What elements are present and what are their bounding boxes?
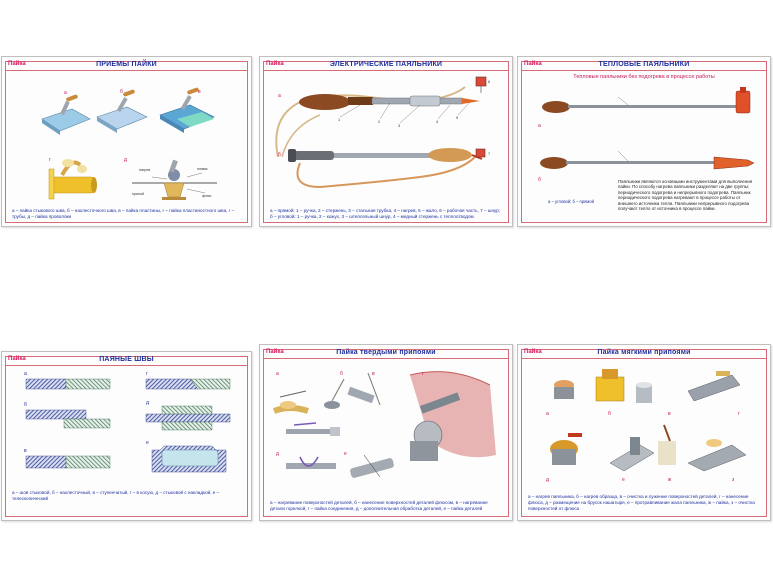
marker-c: в [668, 411, 671, 417]
card-tag: Пайка [524, 61, 542, 67]
marker-e: д [124, 157, 127, 163]
thermal-iron-b-figure [540, 157, 754, 169]
technique-a-figure [42, 94, 90, 135]
card-title: ЭЛЕКТРИЧЕСКИЕ ПАЯЛЬНИКИ [329, 61, 443, 68]
marker-c: в [198, 89, 201, 95]
number-2: 2 [378, 120, 381, 124]
marker-b: б [24, 402, 27, 408]
marker-b: б [278, 152, 281, 158]
side-caption: а – угловой; б – прямой [548, 199, 594, 204]
hard-solder-torch-figure [410, 372, 496, 461]
card-subtitle: Тепловые паяльники без подогрева в процессе работы [573, 74, 715, 80]
callout-heating: нагрев [139, 168, 151, 172]
hard-solder-b-figure [324, 379, 344, 409]
seam-f-figure [152, 446, 226, 472]
card-soft-solder [517, 344, 771, 521]
card-thermal-irons [517, 56, 771, 227]
callout-flame: пламя [197, 167, 208, 171]
card-title: ПАЯНЫЕ ШВЫ [99, 356, 154, 363]
card-soldering-techniques [1, 56, 252, 227]
hard-solder-d-figure [286, 423, 340, 436]
card-title: ТЕПЛОВЫЕ ПАЯЛЬНИКИ [598, 61, 690, 68]
number-6: 6 [488, 80, 491, 84]
number-7: 7 [488, 152, 491, 156]
marker-g: ж [668, 477, 672, 483]
card-tag: Пайка [524, 349, 542, 355]
electric-iron-b-figure [288, 148, 485, 187]
card-tag: Пайка [8, 61, 26, 67]
marker-d: г [49, 157, 51, 163]
soft-solder-c-figure [636, 382, 652, 403]
marker-d: г [146, 371, 148, 377]
marker-a: а [276, 371, 279, 377]
card-caption: а – прямой: 1 – ручка, 2 – стержень, 3 – стальная трубка, 4 – нагрев, 5 – жало, 6 – рабочая часть, 7 – шнур; б – угловой: 1 – ручка, 2 – кожух, 3 – штепсельный шнур, 4 – медный стержень с теплоотводом [270, 208, 501, 219]
marker-b: б [340, 371, 343, 377]
soft-solder-d-figure [688, 371, 740, 401]
soldering-techniques-illustration [2, 57, 252, 227]
technique-c-figure [160, 87, 214, 133]
number-1: 1 [338, 118, 341, 122]
marker-e: д [276, 451, 279, 457]
soft-solder-f-figure [610, 437, 654, 471]
technique-d-figure [49, 159, 97, 199]
soft-solder-h-figure [688, 439, 746, 471]
marker-a: а [538, 123, 541, 129]
seam-c-figure [26, 456, 110, 468]
card-caption: а – пайка стыкового шва, б – нахлесточного шва, в – пайка пластины, г – пайка пластиностного шва, г – трубы, д – пайка проволоки [12, 208, 235, 219]
card-hard-solder [259, 344, 513, 521]
marker-c: в [372, 371, 375, 377]
marker-d: г [422, 371, 424, 377]
marker-a: а [546, 411, 549, 417]
hard-solder-illustration [260, 345, 513, 521]
callout-flux: флюс [202, 194, 212, 198]
marker-d: г [738, 411, 740, 417]
marker-e: д [546, 477, 549, 483]
card-title: ПРИЕМЫ ПАЙКИ [96, 61, 157, 68]
marker-c: в [24, 448, 27, 454]
thermal-iron-a-figure [542, 87, 750, 113]
marker-b: б [120, 89, 123, 95]
card-caption: а – нагрев паяльника, б – нагрев образца, в – очистка и лужение поверхностей деталей, г – нанесение флюса, д – размещение на брусок нашатыря, е – протравливание жала паяльника, ж – пайка, з – очистка поверхностей от флюса [528, 494, 755, 511]
soft-solder-a-figure [554, 380, 574, 399]
soft-solder-e-figure [550, 433, 582, 465]
marker-a: а [64, 90, 67, 96]
callout-solder: припой [132, 192, 144, 196]
card-title: Пайка мягкими припоями [597, 349, 691, 356]
number-3: 3 [398, 124, 401, 128]
marker-f: е [344, 451, 347, 457]
hard-solder-f-figure [349, 455, 394, 479]
soft-solder-g-figure [658, 425, 676, 465]
number-5: 5 [456, 116, 459, 120]
marker-a: а [278, 93, 281, 99]
card-paragraph: Паяльники являются основными инструментами для выполнения пайки. По способу нагрева паяльники разделяют на две группы: периодического подогрева и непрерывного подогрева. Паяльник периодического подогрева нагревают в процессе работы от внешнего источника тепла. Паяльники непрерывного подогрева получают тепло от источника в процессе пайки. [618, 179, 753, 212]
marker-f: е [146, 440, 149, 446]
marker-b: б [538, 177, 541, 183]
card-solder-seams [1, 351, 252, 521]
technique-b-figure [97, 89, 147, 133]
hard-solder-c-figure [347, 373, 380, 405]
card-tag: Пайка [266, 61, 284, 67]
number-4: 4 [436, 120, 439, 124]
seam-e-figure [146, 406, 230, 430]
marker-h: з [732, 477, 735, 483]
marker-b: б [608, 411, 611, 417]
card-title: Пайка твердыми припоями [336, 349, 436, 356]
marker-a: а [24, 371, 27, 377]
hard-solder-e-figure [286, 457, 336, 469]
card-tag: Пайка [266, 349, 284, 355]
card-electric-irons [259, 56, 513, 227]
marker-e: д [146, 400, 149, 406]
card-tag: Пайка [8, 356, 26, 362]
electric-irons-illustration [260, 57, 513, 227]
soft-solder-b-figure [596, 369, 624, 401]
seam-b-figure [26, 410, 110, 428]
card-caption: а – нагревание поверхностей деталей, б – нанесение поверхностей деталей флюсом, в – нагревание детали горелкой, г – пайка соединения, д – дополнительная обработка деталей, е – пайка деталей [270, 500, 488, 511]
seam-a-figure [26, 379, 110, 389]
seam-d-figure [146, 379, 230, 389]
hard-solder-a-figure [274, 391, 308, 411]
marker-f: е [622, 477, 625, 483]
card-caption: а – шов стыковой, б – нахлесточный, в – ступенчатый, г – в косую, д – стыковой с накладкой, е – телескопический [12, 490, 220, 501]
